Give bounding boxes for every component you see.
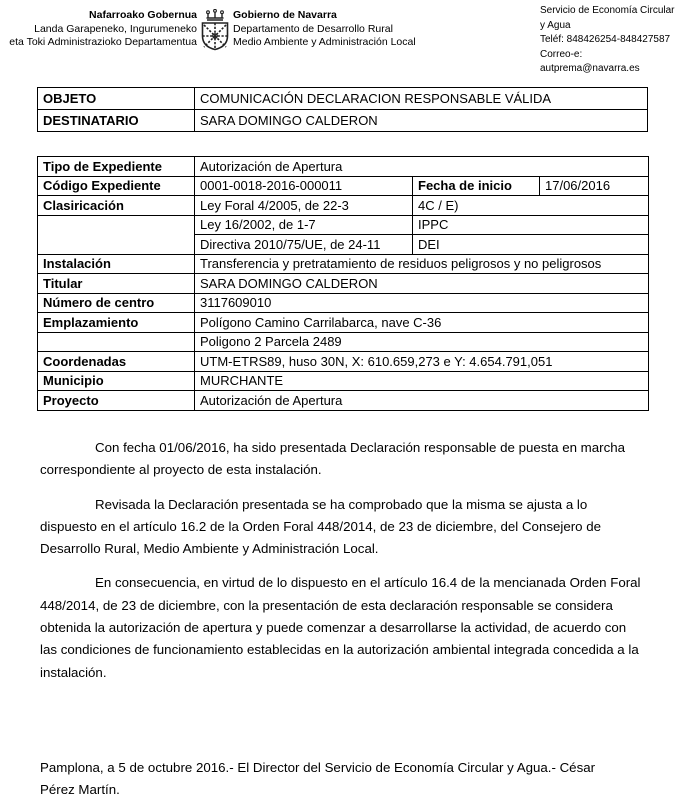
header-basque-title: Nafarroako Gobernua <box>89 9 197 21</box>
titular-label: Titular <box>38 274 195 294</box>
table-row <box>38 274 649 294</box>
tipo-expediente-value: Autorización de Apertura <box>195 157 649 177</box>
clasificacion-code-1: 4C / E) <box>413 196 649 216</box>
emplazamiento-label: Emplazamiento <box>38 313 195 333</box>
table-row <box>38 391 649 411</box>
table-row <box>38 157 649 177</box>
table-row <box>38 88 648 110</box>
proyecto-label: Proyecto <box>38 391 195 411</box>
numero-centro-value: 3117609010 <box>195 293 649 313</box>
header-contact-block <box>540 4 677 77</box>
clasificacion-norm-2: Ley 16/2002, de 1-7 <box>195 215 413 235</box>
table-row <box>38 293 649 313</box>
table-row <box>38 332 649 352</box>
header-spanish-title: Gobierno de Navarra <box>233 9 337 21</box>
codigo-expediente-label: Código Expediente <box>38 176 195 196</box>
expediente-details-table <box>37 156 649 411</box>
header-basque-dept-line1: Landa Garapeneko, Ingurumeneko <box>34 22 197 35</box>
table-row <box>38 254 649 274</box>
document-body <box>40 437 642 684</box>
emplazamiento-label-empty <box>38 332 195 352</box>
titular-value: SARA DOMINGO CALDERON <box>195 274 649 294</box>
destinatario-label: DESTINATARIO <box>38 110 195 132</box>
codigo-expediente-value: 0001-0018-2016-000011 <box>195 176 413 196</box>
table-row <box>38 215 649 235</box>
table-row <box>38 352 649 372</box>
header-spanish-block <box>233 9 533 50</box>
clasificacion-code-3: DEI <box>413 235 649 255</box>
objeto-value: COMUNICACIÓN DECLARACION RESPONSABLE VÁLIDA <box>195 88 648 110</box>
table-row <box>38 313 649 333</box>
instalacion-label: Instalación <box>38 254 195 274</box>
clasificacion-norm-1: Ley Foral 4/2005, de 22-3 <box>195 196 413 216</box>
clasificacion-label: Clasiricación <box>38 196 195 216</box>
objeto-destinatario-table <box>37 87 648 132</box>
numero-centro-label: Número de centro <box>38 293 195 313</box>
objeto-label: OBJETO <box>38 88 195 110</box>
clasificacion-code-2: IPPC <box>413 215 649 235</box>
header-basque-block <box>0 9 197 50</box>
municipio-value: MURCHANTE <box>195 371 649 391</box>
proyecto-value: Autorización de Apertura <box>195 391 649 411</box>
destinatario-value: SARA DOMINGO CALDERON <box>195 110 648 132</box>
body-paragraph-1: Con fecha 01/06/2016, ha sido presentada Declaración responsable de puesta en marcha correspondiente al proyecto de esta instalación. <box>40 440 626 478</box>
body-paragraph-2: Revisada la Declaración presentada se ha comprobado que la misma se ajusta a lo dispuesto en el artículo 16.2 de la Orden Foral 448/2014, de 23 de diciembre, del Consejero de Desarrollo Rural, Medio Ambiente y Administración Local. <box>40 496 602 557</box>
municipio-label: Municipio <box>38 371 195 391</box>
signature-block: Pamplona, a 5 de octubre 2016.- El Director del Servicio de Economía Circular y Agua.- César Pérez Martín. <box>40 760 596 798</box>
table-row <box>38 176 649 196</box>
navarra-coat-of-arms-icon <box>200 9 230 51</box>
tipo-expediente-label: Tipo de Expediente <box>38 157 195 177</box>
clasificacion-norm-3: Directiva 2010/75/UE, de 24-11 <box>195 235 413 255</box>
coordenadas-value: UTM-ETRS89, huso 30N, X: 610.659,273 e Y: 4.654.791,051 <box>195 352 649 372</box>
contact-phone: Teléf: 848426254-848427587 <box>540 34 671 45</box>
coordenadas-label: Coordenadas <box>38 352 195 372</box>
header-basque-dept-line2: eta Toki Administrazioko Departamentua <box>9 36 197 48</box>
table-row <box>38 196 649 216</box>
fecha-inicio-label: Fecha de inicio <box>413 176 540 196</box>
fecha-inicio-value: 17/06/2016 <box>540 176 649 196</box>
header-spanish-dept-line1: Departamento de Desarrollo Rural <box>233 22 393 35</box>
contact-email: Correo-e: autprema@navarra.es <box>540 48 640 74</box>
emplazamiento-value-2: Poligono 2 Parcela 2489 <box>195 332 649 352</box>
instalacion-value: Transferencia y pretratamiento de residuos peligrosos y no peligrosos <box>195 254 649 274</box>
emplazamiento-value-1: Polígono Camino Carrilabarca, nave C-36 <box>195 313 649 333</box>
contact-service: Servicio de Economía Circular y Agua <box>540 5 675 31</box>
clasificacion-label-empty <box>38 215 195 254</box>
table-row <box>38 110 648 132</box>
body-paragraph-3: En consecuencia, en virtud de lo dispuesto en el artículo 16.4 de la mencianada Orden Foral 448/2014, de 23 de diciembre, con la presentación de esta declaración responsable se considera obtenida la autorización de apertura y puede comenzar a desarrollarse la actividad, de acuerdo con las condiciones de funcionamiento establecidas en la autorización ambiental integrada concedida a la instalación. <box>40 575 641 680</box>
table-row <box>38 371 649 391</box>
header-spanish-dept-line2: Medio Ambiente y Administración Local <box>233 36 416 48</box>
